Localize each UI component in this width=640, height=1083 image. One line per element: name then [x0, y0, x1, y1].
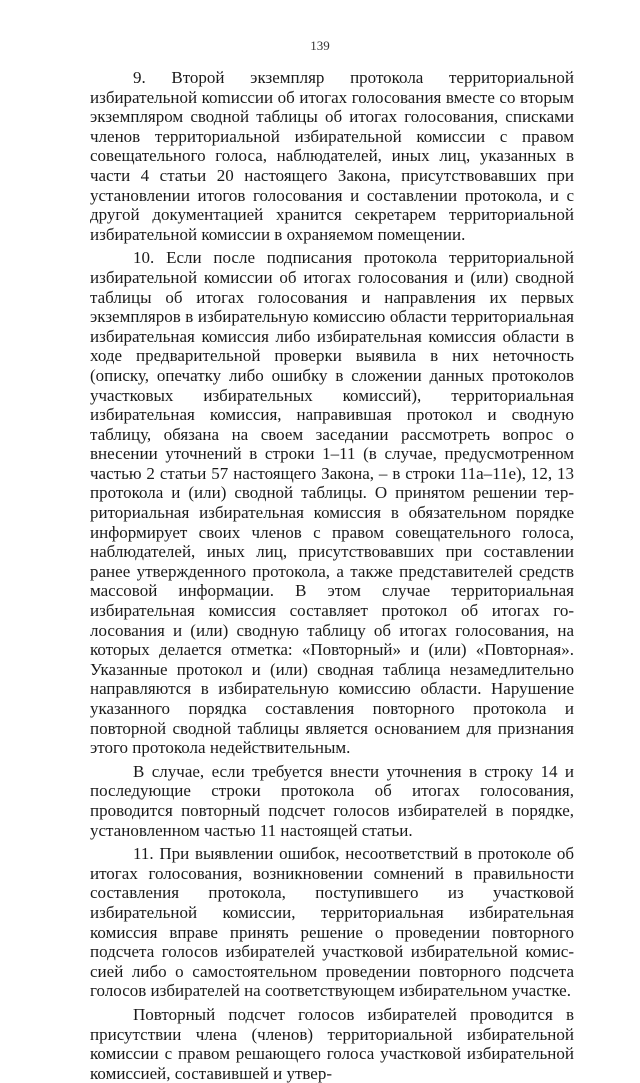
paragraph-item-11-continuation: Повторный подсчет голосов избирателей проводится в присутствии члена (членов) территориальной избирательной комиссии с правом решающего голоса участковой избирательной комиссией, составившей и утвер- — [90, 1004, 574, 1083]
paragraph-item-10-continuation: В случае, если требуется внести уточнения в строку 14 и последующие строки протокола об итогах голосования, проводится повторный подсчет голосов избирателей в порядке, установленном частью 11 настоящей статьи. — [90, 761, 574, 840]
page-number: 139 — [310, 38, 330, 53]
document-body — [90, 68, 574, 1083]
paragraph-item-9: 9. Второй экземпляр протокола территориальной избирательной коmиссии об итогах голосования вместе со вторым экземпляром сводной таблицы об итогах голосования, списками членов территориальной избирательной комиссии с правом совещательного голоса, наблюдателей, иных лиц, указанных в части 4 статьи 20 настоящего Закона, присутствовавших при установлении итогов голосования и составлении протокола, и с другой документацией хранится секретарем территориальной избирательной комиссии в охраняемом помещении. — [90, 68, 574, 244]
paragraph-item-11: 11. При выявлении ошибок, несоответствий в протоколе об итогах голосования, возникновении сомнений в правильности составления протокола, поступившего из участковой избирательной комиссии, территориальная избирательная комиссия вправе принять решение о проведении повторного подсчета голосов избирателей участковой избирательной комиссией либо о самостоятельном проведении повторного подсчета голосов избирателей на соответствующем избирательном участке. — [90, 844, 574, 1001]
paragraph-item-10: 10. Если после подписания протокола территориальной избирательной комиссии об итогах голосования и (или) сводной таблицы об итогах голосования и направления их первых экземпляров в избирательную комиссию области территориальная избирательная комиссия либо избирательная комиссия области в ходе предварительной проверки выявила в них неточность (описку, опечатку либо ошибку в сложении данных протоколов участковых избирательных комиссий), территориальная избирательная комиссия, направившая протокол и сводную таблицу, обязана на своем заседании рассмотреть вопрос о внесении уточнений в строки 1–11 (в случае, предусмотренном частью 2 статьи 57 настоящего Закона, – в строки 11а–11е), 12, 13 протокола и (или) сводной таблицы. О принятом решении территориальная избирательная комиссия в обязательном порядке информирует своих членов с правом совещательного голоса, наблюдателей, иных лиц, присутствовавших при составлении ранее утвержденного протокола, а также представителей средств массовой информации. В этом случае территориальная избирательная комиссия составляет протокол об итогах голосования и (или) сводную таблицу об итогах голосования, на которых делается отметка: «Повторный» и (или) «Повторная». Указанные протокол и (или) сводная таблица незамедлительно направляются в избирательную комиссию области. Нарушение указанного порядка составления повторного протокола и повторной сводной таблицы является основанием для признания этого протокола недействительным. — [90, 248, 574, 758]
